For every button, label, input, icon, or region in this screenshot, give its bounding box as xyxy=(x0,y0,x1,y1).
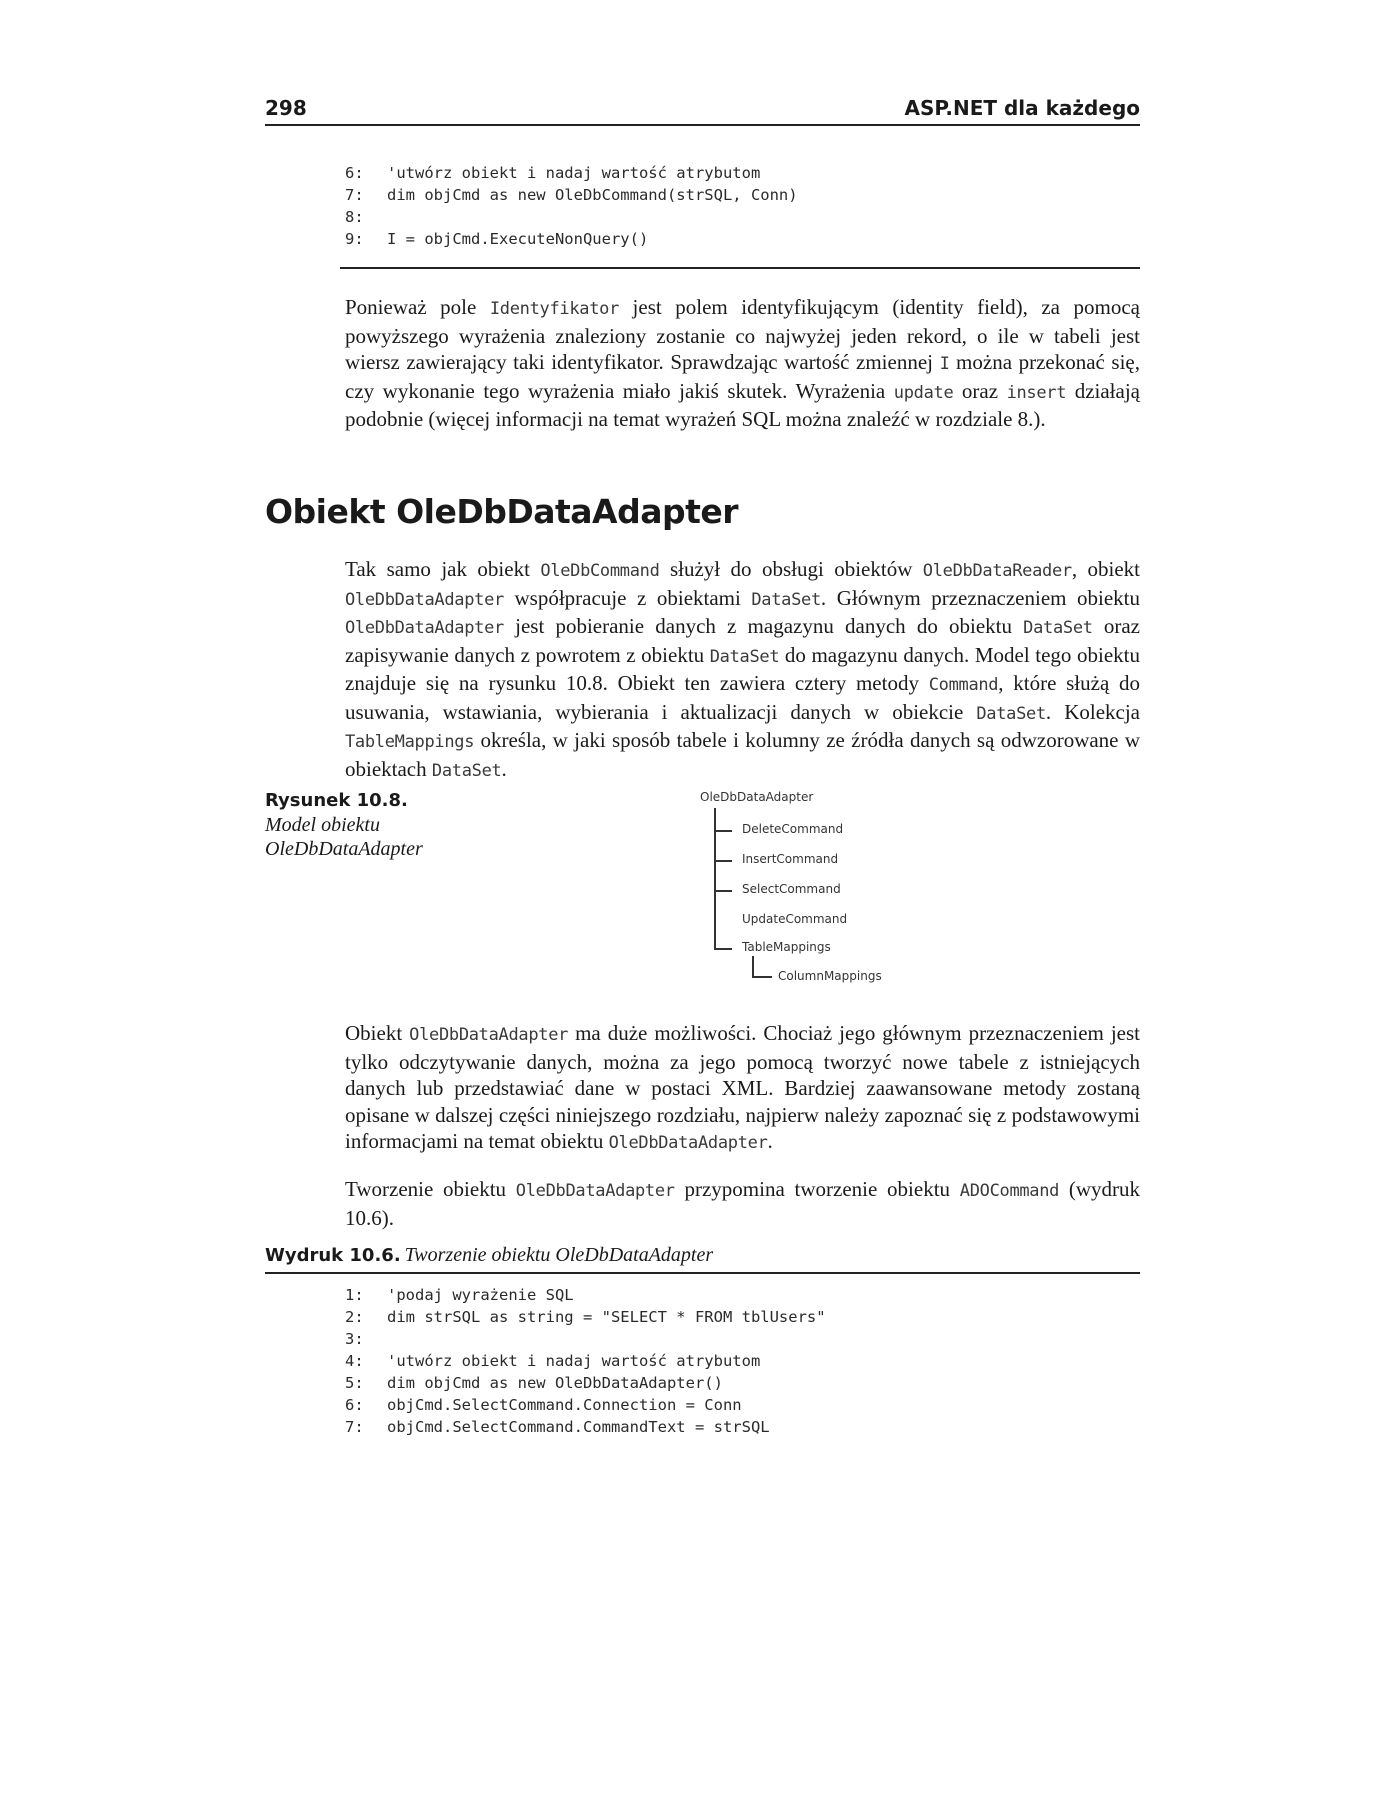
code-line xyxy=(345,208,1045,230)
code-line xyxy=(345,186,1045,208)
tree-branch-line xyxy=(714,890,732,892)
section-heading: Obiekt OleDbDataAdapter xyxy=(265,492,739,531)
code-line xyxy=(345,1374,1045,1396)
tree-root: OleDbDataAdapter xyxy=(700,790,814,804)
paragraph-adapter-intro: Tak samo jak obiekt OleDbCommand służył do obsługi obiektów OleDbDataReader, obiekt OleDbDataAdapter współpracuje z obiektami DataSet. Głównym przeznaczeniem obiektu OleDbDataAdapter jest pobieranie danych z magazynu danych do obiektu DataSet oraz zapisywanie danych z powrotem z obiektu DataSet do magazynu danych. Model tego obiektu znajduje się na rysunku 10.8. Obiekt ten zawiera cztery metody Command, które służą do usuwania, wstawiania, wybierania i aktualizacji danych w obiekcie DataSet. Kolekcja TableMappings określa, w jaki sposób tabele i kolumny ze źródła danych są odwzorowane w obiektach DataSet. xyxy=(345,557,1141,781)
code-text: objCmd.SelectCommand.Connection = Conn xyxy=(387,1396,742,1414)
line-number: 7: xyxy=(345,1418,364,1436)
code-text: 'utwórz obiekt i nadaj wartość atrybutom xyxy=(387,1352,761,1370)
line-number: 8: xyxy=(345,208,364,226)
figure-caption-line2: OleDbDataAdapter xyxy=(265,838,423,860)
line-number: 7: xyxy=(345,186,364,204)
tree-sub-line xyxy=(752,956,754,978)
code-line xyxy=(345,1308,1045,1330)
line-number: 4: xyxy=(345,1352,364,1370)
tree-sub-branch-line xyxy=(752,976,772,978)
code-text: objCmd.SelectCommand.CommandText = strSQL xyxy=(387,1418,770,1436)
code-text: I = objCmd.ExecuteNonQuery() xyxy=(387,230,649,248)
tree-node-insertcommand: InsertCommand xyxy=(742,852,839,866)
tree-node-columnmappings: ColumnMappings xyxy=(778,969,882,983)
paragraph-adapter-creation: Tworzenie obiektu OleDbDataAdapter przypomina tworzenie obiektu ADOCommand (wydruk 10.6). xyxy=(345,1177,1141,1230)
code-block-top xyxy=(345,164,1140,254)
line-number: 1: xyxy=(345,1286,364,1304)
code-block-listing xyxy=(345,1286,1140,1446)
line-number: 6: xyxy=(345,1396,364,1414)
line-number: 5: xyxy=(345,1374,364,1392)
object-model-diagram xyxy=(700,790,920,990)
tree-node-tablemappings: TableMappings xyxy=(742,940,831,954)
listing-caption xyxy=(265,1244,713,1267)
code-line xyxy=(345,230,1045,252)
tree-node-deletecommand: DeleteCommand xyxy=(742,822,844,836)
code-line xyxy=(345,1330,1045,1352)
code-text: dim strSQL as string = "SELECT * FROM tblUsers" xyxy=(387,1308,826,1326)
figure-label: Rysunek 10.8. xyxy=(265,790,408,811)
line-number: 6: xyxy=(345,164,364,182)
code-line xyxy=(345,164,1045,186)
code-line xyxy=(345,1352,1045,1374)
code-end-rule xyxy=(340,267,1140,269)
page-number: 298 xyxy=(265,96,307,120)
figure-caption-line1: Model obiektu xyxy=(265,814,380,836)
line-number: 2: xyxy=(345,1308,364,1326)
code-text: 'podaj wyrażenie SQL xyxy=(387,1286,574,1304)
tree-node-updatecommand: UpdateCommand xyxy=(742,912,848,926)
code-text: dim objCmd as new OleDbCommand(strSQL, Conn) xyxy=(387,186,798,204)
tree-branch-line xyxy=(714,948,732,950)
code-line xyxy=(345,1286,1045,1308)
listing-title: Tworzenie obiektu OleDbDataAdapter xyxy=(404,1244,714,1266)
paragraph-adapter-capabilities: Obiekt OleDbDataAdapter ma duże możliwości. Chociaż jego głównym przeznaczeniem jest tylko odczytywanie danych, można za jego pomocą tworzyć nowe tabele z istniejących danych lub przedstawiać dane w postaci XML. Bardziej zaawansowane metody zostaną opisane w dalszej części niniejszego rozdziału, najpierw należy zapoznać się z podstawowymi informacjami na temat obiektu OleDbDataAdapter. xyxy=(345,1021,1140,1153)
code-line xyxy=(345,1418,1045,1440)
code-line xyxy=(345,1396,1045,1418)
line-number: 9: xyxy=(345,230,364,248)
header-rule xyxy=(265,124,1140,126)
line-number: 3: xyxy=(345,1330,364,1348)
listing-rule xyxy=(265,1272,1140,1274)
tree-branch-line xyxy=(714,830,732,832)
running-title: ASP.NET dla każdego xyxy=(904,96,1140,120)
code-text: dim objCmd as new OleDbDataAdapter() xyxy=(387,1374,723,1392)
tree-trunk-line xyxy=(714,808,716,948)
code-text: 'utwórz obiekt i nadaj wartość atrybutom xyxy=(387,164,761,182)
tree-node-selectcommand: SelectCommand xyxy=(742,882,841,896)
paragraph-identity: Ponieważ pole Identyfikator jest polem identyfikującym (identity field), za pomocą powyższego wyrażenia znaleziony zostanie co najwyżej jeden rekord, o ile w tabeli jest wiersz zawierający taki identyfikator. Sprawdzając wartość zmiennej I można przekonać się, czy wykonanie tego wyrażenia miało jakiś skutek. Wyrażenia update oraz insert działają podobnie (więcej informacji na temat wyrażeń SQL można znaleźć w rozdziale 8.). xyxy=(345,295,1140,431)
listing-label: Wydruk 10.6. xyxy=(265,1245,401,1266)
tree-branch-line xyxy=(714,860,732,862)
